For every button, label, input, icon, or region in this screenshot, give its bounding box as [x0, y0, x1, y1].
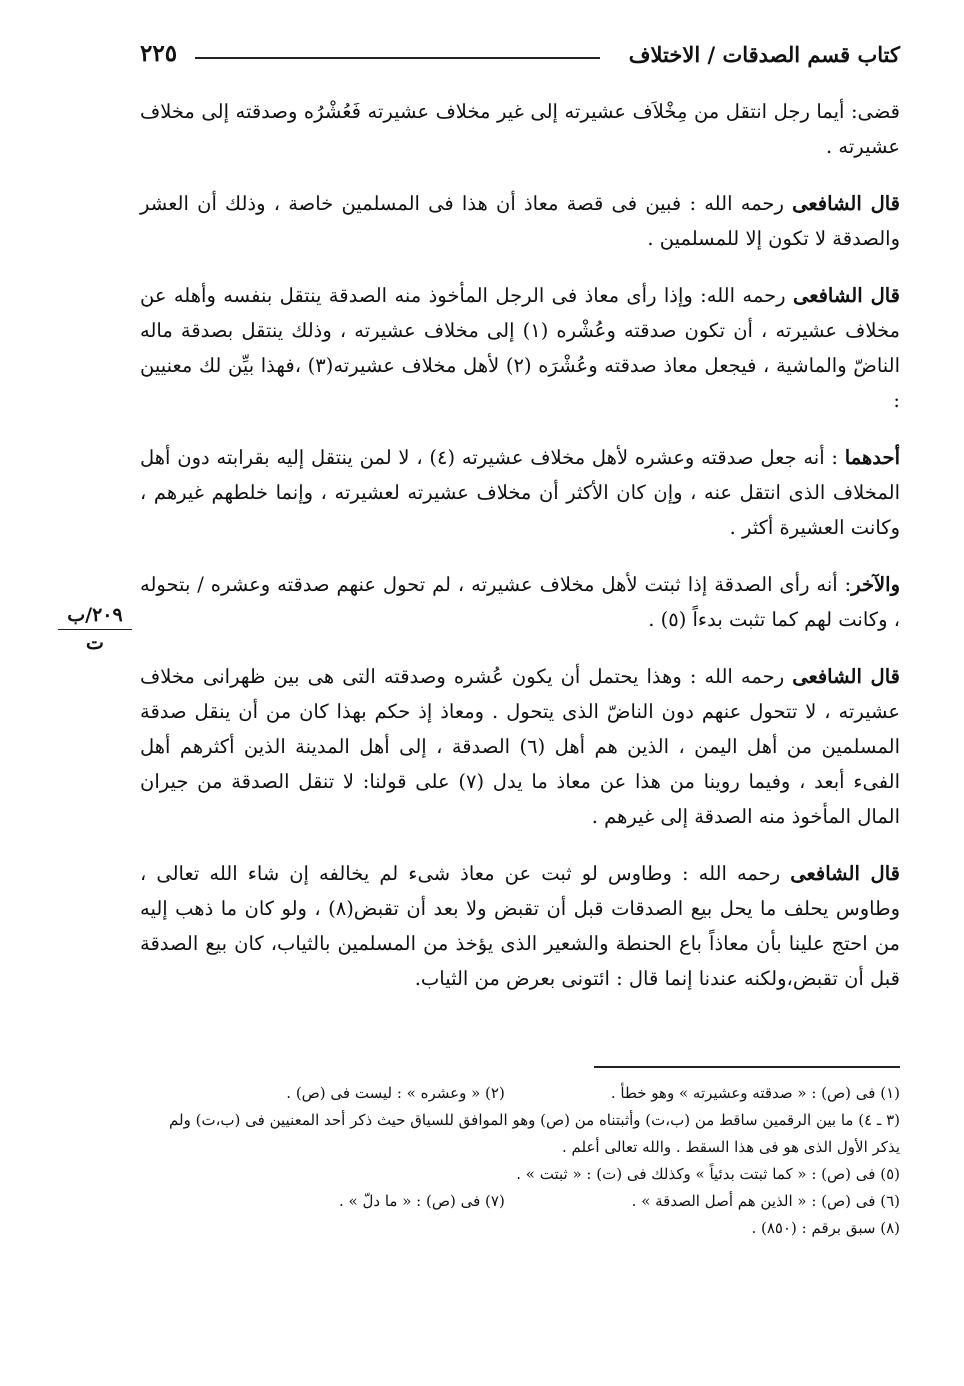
- footnote-3-4: (٣ ـ ٤) ما بين الرقمين ساقط من (ب،ت) وأثبتناه من (ص) وهو الموافق للسياق حيث ذكر أحد المعنيين فى (ب،ت) ولم يذكر الأول الذى هو فى هذا السقط . والله تعالى أعلم .: [169, 1111, 900, 1156]
- footnote-5: (٥) فى (ص) : « كما ثبتت بدئياً » وكذلك فى (ت) : « ثبتت » .: [516, 1165, 900, 1183]
- footnote-1: (١) فى (ص) : « صدقته وعشيرته » وهو خطأ .: [610, 1084, 900, 1102]
- running-head: كتاب قسم الصدقات / الاختلاف: [628, 42, 900, 67]
- margin-note-bottom: ت: [86, 632, 104, 654]
- margin-manuscript-reference: [58, 604, 132, 654]
- paragraph: [140, 659, 900, 834]
- footnote-7: (٧) فى (ص) : « ما دلّ » .: [339, 1192, 505, 1210]
- paragraph-text: رحمه الله : وهذا يحتمل أن يكون عُشره وصدقته التى هى بين ظهرانى مخلاف عشيرته ، لا تتحول عنهم دون الناضّ الذى يتحول . ومعاذ إذ حكم بهذا كان من أن ينقل صدقة المسلمين من أهل اليمن ، الذين هم أهل (٦) الصدقة ، إلى أهل المدينة الذين أكثرهم أهل الفىء أبعد ، وفيما روينا من هذا عن معاذ ما يدل (٧) على قولنا: لا تنقل الصدقة من جيران المال المأخوذ منه الصدقة إلى غيرهم .: [140, 665, 900, 828]
- paragraph-lead: قال الشافعى: [792, 665, 900, 688]
- footnotes: [140, 1080, 900, 1242]
- paragraph-text: رحمه الله : فبين فى قصة معاذ أن هذا فى المسلمين خاصة ، وذلك أن العشر والصدقة لا تكون إلا للمسلمين .: [140, 192, 900, 250]
- footnote-8: (٨) سبق برقم : (٨٥٠) .: [751, 1219, 900, 1237]
- paragraph: [140, 440, 900, 545]
- paragraph: [140, 94, 900, 164]
- paragraph: [140, 856, 900, 996]
- paragraph: [140, 186, 900, 256]
- footnote-separator: [594, 1066, 900, 1068]
- footnote-row: [140, 1080, 900, 1107]
- paragraph-lead: قال الشافعى: [792, 192, 900, 215]
- paragraph-text: رحمه الله : وطاوس لو ثبت عن معاذ شىء لم يخالفه إن شاء الله تعالى ، وطاوس يحلف ما يحل بيع الصدقات قبل أن تقبض ولا بعد أن تقبض(٨) ، ولو كان ما ذهب إليه من احتج علينا بأن معاذاً باع الحنطة والشعير الذى يؤخذ من المسلمين بالثياب، كان بيع الصدقة قبل أن تقبض،ولكنه عندنا إنما قال : ائتونى بعرض من الثياب.: [140, 862, 900, 990]
- main-text: [140, 94, 900, 1018]
- paragraph-text: : أنه رأى الصدقة إذا ثبتت لأهل مخلاف عشيرته ، لم تحول عنهم صدقته وعشره / بتحوله ، وكانت لهم كما تثبت بدءاً (٥) .: [140, 573, 900, 631]
- paragraph-lead: أحدهما: [844, 446, 901, 469]
- paragraph: [140, 278, 900, 418]
- footnote-6: (٦) فى (ص) : « الذين هم أصل الصدقة » .: [631, 1192, 900, 1210]
- paragraph-text: قضى: أيما رجل انتقل من مِخْلاَف عشيرته إلى غير مخلاف عشيرته فَعُشْرُه وصدقته إلى مخلاف عشيرته .: [140, 100, 900, 158]
- header-rule: [195, 57, 600, 59]
- footnote-2: (٢) « وعشره » : ليست فى (ص) .: [286, 1084, 505, 1102]
- page-header: [140, 38, 900, 72]
- page-number: ٢٢٥: [140, 40, 178, 67]
- footnote-row: [140, 1188, 900, 1215]
- paragraph-text: : أنه جعل صدقته وعشره لأهل مخلاف عشيرته (٤) ، لا لمن ينتقل إليه بقرابته دون أهل المخلاف الذى انتقل عنه ، وإن كان الأكثر أن مخلاف عشيرته لعشيرته ، وإنما خلطهم غيرهم ، وكانت العشيرة أكثر .: [140, 446, 900, 539]
- paragraph-lead: والآخر: [851, 573, 900, 596]
- paragraph-lead: قال الشافعى: [792, 284, 900, 307]
- paragraph-text: رحمه الله: وإذا رأى معاذ فى الرجل المأخوذ منه الصدقة ينتقل بنفسه وأهله عن مخلاف عشيرته ، أن تكون صدقته وعُشْره (١) إلى مخلاف عشيرته ، وذلك ينتقل بصدقة ماله الناضّ والماشية ، فيجعل معاذ صدقته وعُشْرَه (٢) لأهل مخلاف عشيرته(٣) ،فهذا بيِّن لك معنيين :: [140, 284, 901, 412]
- margin-note-top: ٢٠٩/ب: [58, 604, 132, 630]
- paragraph-lead: قال الشافعى: [790, 862, 900, 885]
- paragraph: [140, 567, 900, 637]
